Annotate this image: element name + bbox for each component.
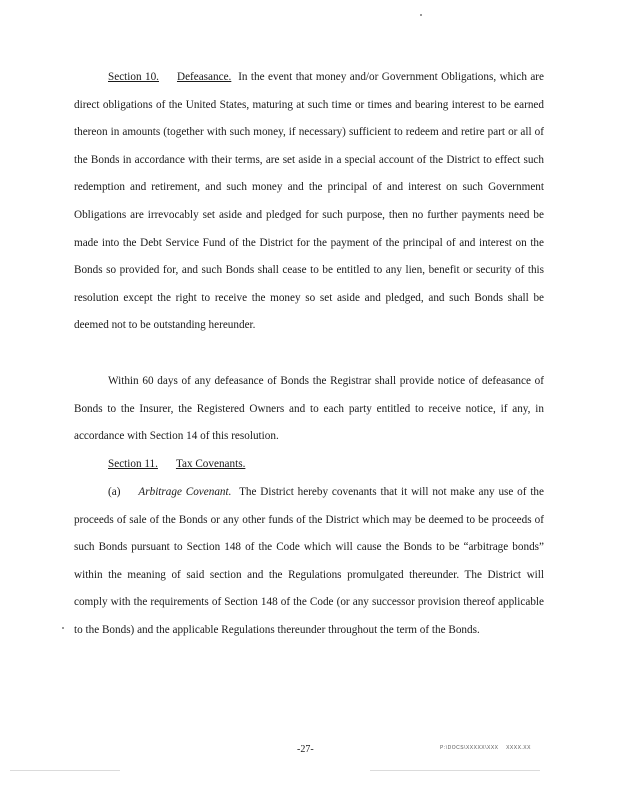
arbitrage-covenant-paragraph (74, 479, 544, 645)
document-code: P:\DOCS\XXXXX\XXX XXXX.XX (440, 745, 531, 751)
scan-speck (420, 14, 422, 16)
scan-artifact-line (370, 770, 540, 771)
arbitrage-covenant-title: Arbitrage Covenant. (138, 486, 232, 498)
section-10-title: Defeasance. (176, 71, 232, 83)
subsection-a-label: (a) (108, 486, 121, 498)
section-10-text: In the event that money and/or Government Obligations, which are direct obligations of the United States, maturing at such time or times and bearing interest to be earned thereon in amounts (together with such money, if necessary) sufficient to redeem and retire part or all of the Bonds in accordance with their terms, are set aside in a special account of the District to effect such redemption and retirement, and such money and the principal of and interest on such Government Obligations are irrevocably set aside and pledged for such purpose, then no further payments need be made into the Debt Service Fund of the District for the payment of the principal of and interest on the Bonds so provided for, and such Bonds shall cease to be entitled to any lien, benefit or security of this resolution except the right to receive the money so set aside and pledged, and such Bonds shall be deemed not to be outstanding hereunder. (74, 71, 544, 332)
section-11-heading: Section 11. (108, 458, 158, 470)
section-11-heading-line (74, 451, 544, 479)
arbitrage-covenant-text: The District hereby covenants that it will not make any use of the proceeds of sale of the Bonds or any other funds of the District which may be deemed to be proceeds of such Bonds pursuant to Section 148 of the Code which will cause the Bonds to be “arbitrage bonds” within the meaning of said section and the Regulations promulgated thereunder. The District will comply with the requirements of Section 148 of the Code (or any successor provision thereof applicable to the Bonds) and the applicable Regulations thereunder throughout the term of the Bonds. (74, 486, 544, 636)
section-10-paragraph (74, 64, 544, 340)
scan-artifact-line (10, 770, 120, 771)
page-number: -27- (297, 744, 314, 755)
scan-speck (62, 627, 64, 629)
section-11-title: Tax Covenants. (175, 458, 246, 470)
defeasance-notice-paragraph: Within 60 days of any defeasance of Bonds the Registrar shall provide notice of defeasance of Bonds to the Insurer, the Registered Owners and to each party entitled to receive notice, if any, in accordance with Section 14 of this resolution. (74, 375, 544, 443)
section-10-heading: Section 10. (108, 71, 159, 83)
